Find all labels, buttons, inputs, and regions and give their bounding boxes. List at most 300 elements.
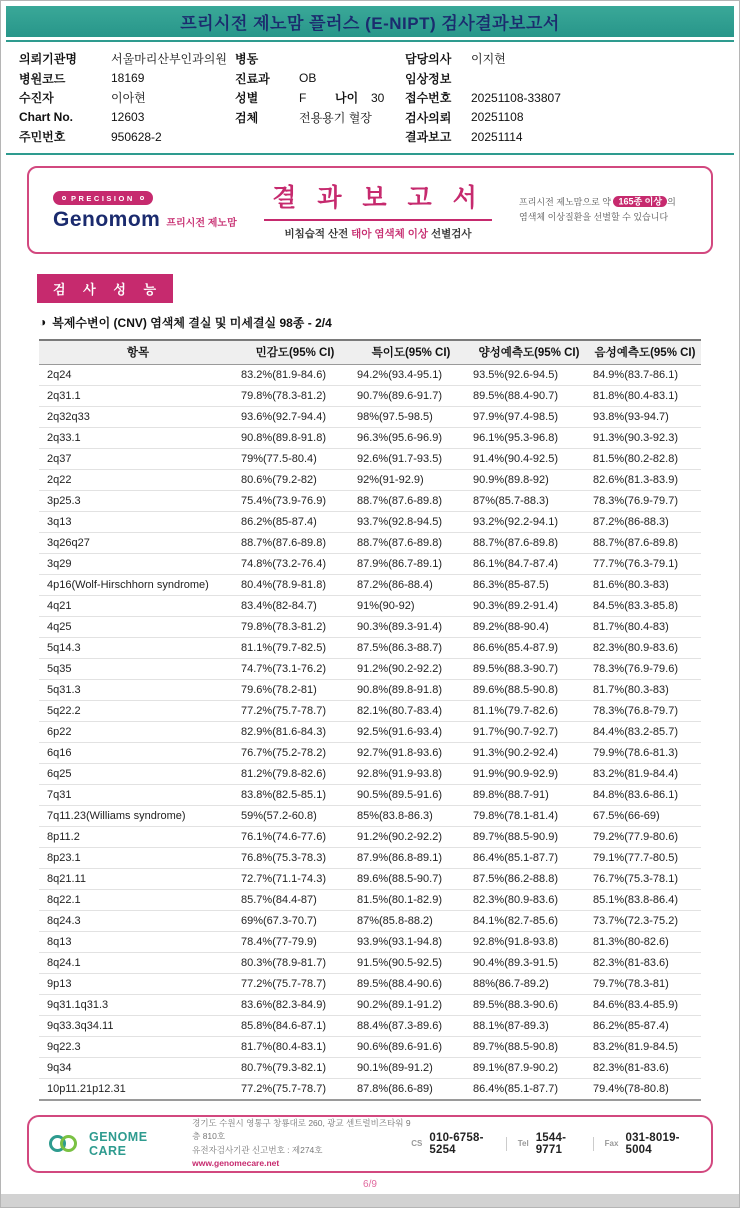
performance-table: [39, 339, 701, 1101]
table-row: [39, 764, 701, 785]
table-row: [39, 869, 701, 890]
region-cell: 7q11.23(Williams syndrome): [39, 806, 237, 827]
genomecare-logo-icon: [49, 1132, 81, 1156]
table-row: [39, 953, 701, 974]
value-cell: 88.7%(87.6-89.8): [237, 533, 353, 554]
value-cell: 88.7%(87.6-89.8): [353, 533, 469, 554]
dot-icon: [62, 196, 66, 200]
region-cell: 5q14.3: [39, 638, 237, 659]
brand-korean-text: 프리시전 제노맘: [166, 218, 237, 229]
table-row: [39, 890, 701, 911]
field-label: 병동: [235, 52, 259, 67]
field-value: 전용용기 혈장: [299, 110, 372, 125]
note-prefix: 프리시전 제노맘으로 약: [519, 196, 614, 207]
contact-value: 010-6758-5254: [429, 1131, 484, 1156]
value-cell: 96.3%(95.6-96.9): [353, 428, 469, 449]
region-cell: 4q21: [39, 596, 237, 617]
value-cell: 84.5%(83.3-85.8): [589, 596, 701, 617]
value-cell: 88.4%(87.3-89.6): [353, 1016, 469, 1037]
field-value: 이아현: [111, 91, 146, 106]
value-cell: 92.8%(91.8-93.8): [469, 932, 589, 953]
patient-info-row: [19, 69, 235, 89]
value-cell: 81.7%(80.3-83): [589, 680, 701, 701]
value-cell: 74.7%(73.1-76.2): [237, 659, 353, 680]
value-cell: 81.7%(80.4-83.1): [237, 1037, 353, 1058]
value-cell: 78.3%(76.9-79.7): [589, 491, 701, 512]
value-cell: 84.1%(82.7-85.6): [469, 911, 589, 932]
region-cell: 3q26q27: [39, 533, 237, 554]
region-cell: 8q24.1: [39, 953, 237, 974]
patient-info-column: [235, 49, 405, 147]
value-cell: 80.4%(78.9-81.8): [237, 575, 353, 596]
table-row: [39, 407, 701, 428]
value-cell: 86.2%(85-87.4): [589, 1016, 701, 1037]
table-row: [39, 1079, 701, 1100]
region-cell: 6q25: [39, 764, 237, 785]
value-cell: 89.5%(88.4-90.7): [469, 386, 589, 407]
footer-contacts: [411, 1132, 691, 1156]
precision-badge: [53, 191, 153, 205]
value-cell: 90.8%(89.8-91.8): [353, 680, 469, 701]
value-cell: 85.7%(84.4-87): [237, 890, 353, 911]
value-cell: 89.1%(87.9-90.2): [469, 1058, 589, 1079]
genomom-logo: [29, 187, 237, 232]
column-header: 양성예측도(95% CI): [469, 340, 589, 365]
field-label: 수진자: [19, 91, 54, 106]
value-cell: 77.2%(75.7-78.7): [237, 1079, 353, 1100]
table-row: [39, 1058, 701, 1079]
field-label: 검체: [235, 110, 259, 125]
value-cell: 87.9%(86.8-89.1): [353, 848, 469, 869]
contact-divider: [593, 1137, 594, 1151]
region-cell: 4p16(Wolf-Hirschhorn syndrome): [39, 575, 237, 596]
value-cell: 94.2%(93.4-95.1): [353, 365, 469, 386]
field-label: 진료과: [235, 71, 270, 86]
section-performance-header: 검 사 성 능: [37, 274, 173, 303]
footer: [27, 1115, 713, 1173]
value-cell: 88.1%(87-89.3): [469, 1016, 589, 1037]
field-value: 서울마리산부인과의원: [111, 52, 227, 67]
value-cell: 87.2%(86-88.4): [353, 575, 469, 596]
value-cell: 79.6%(78.2-81): [237, 680, 353, 701]
value-cell: 91.7%(90.7-92.7): [469, 722, 589, 743]
table-row: [39, 722, 701, 743]
field-value: 950628-2: [111, 129, 162, 144]
value-cell: 89.6%(88.5-90.8): [469, 680, 589, 701]
value-cell: 83.2%(81.9-84.6): [237, 365, 353, 386]
patient-info-row: [235, 88, 405, 108]
value-cell: 85%(83.8-86.3): [353, 806, 469, 827]
region-cell: 2q24: [39, 365, 237, 386]
value-cell: 90.7%(89.6-91.7): [353, 386, 469, 407]
column-header: 음성예측도(95% CI): [589, 340, 701, 365]
address-line-1: 경기도 수원시 영통구 창룡대로 260, 광교 센트럴비즈타워 9층 810호: [192, 1118, 411, 1142]
subtitle-suffix: 선별검사: [430, 228, 472, 240]
value-cell: 81.3%(80-82.6): [589, 932, 701, 953]
value-cell: 86.2%(85-87.4): [237, 512, 353, 533]
value-cell: 90.1%(89-91.2): [353, 1058, 469, 1079]
region-cell: 9q33.3q34.11: [39, 1016, 237, 1037]
table-row: [39, 974, 701, 995]
company-name: GENOME CARE: [89, 1129, 148, 1158]
value-cell: 72.7%(71.1-74.3): [237, 869, 353, 890]
value-cell: 79.8%(78.3-81.2): [237, 617, 353, 638]
value-cell: 91%(90-92): [353, 596, 469, 617]
patient-info-row: [405, 108, 705, 128]
value-cell: 93.9%(93.1-94.8): [353, 932, 469, 953]
value-cell: 90.4%(89.3-91.5): [469, 953, 589, 974]
note-line2: 염색체 이상질환을 선별할 수 있습니다: [519, 211, 669, 222]
patient-info-row: [235, 108, 405, 128]
banner-center: [237, 178, 519, 241]
patient-info-column: [19, 49, 235, 147]
field-value: OB: [299, 71, 317, 86]
brand-line: [53, 208, 237, 232]
contact-label: Tel: [517, 1139, 529, 1148]
field-label: 의뢰기관명: [19, 52, 77, 67]
value-cell: 97.9%(97.4-98.5): [469, 407, 589, 428]
region-cell: 2q22: [39, 470, 237, 491]
region-cell: 2q37: [39, 449, 237, 470]
value-cell: 91.3%(90.2-92.4): [469, 743, 589, 764]
value-cell: 92.8%(91.9-93.8): [353, 764, 469, 785]
table-row: [39, 491, 701, 512]
table-row: [39, 827, 701, 848]
value-cell: 92.6%(91.7-93.5): [353, 449, 469, 470]
value-cell: 89.5%(88.3-90.6): [469, 995, 589, 1016]
value-cell: 89.5%(88.3-90.7): [469, 659, 589, 680]
patient-info-row: [405, 69, 705, 89]
value-cell: 86.4%(85.1-87.7): [469, 1079, 589, 1100]
value-cell: 96.1%(95.3-96.8): [469, 428, 589, 449]
region-cell: 8q21.11: [39, 869, 237, 890]
region-cell: 2q32q33: [39, 407, 237, 428]
value-cell: 78.3%(76.8-79.7): [589, 701, 701, 722]
value-cell: 80.6%(79.2-82): [237, 470, 353, 491]
subtitle-highlight: 태아 염색체 이상: [351, 228, 429, 240]
region-cell: 6p22: [39, 722, 237, 743]
value-cell: 84.6%(83.4-85.9): [589, 995, 701, 1016]
field-label: 주민번호: [19, 130, 66, 145]
banner-side-note: [519, 195, 711, 225]
value-cell: 85.8%(84.6-87.1): [237, 1016, 353, 1037]
value-cell: 76.7%(75.2-78.2): [237, 743, 353, 764]
value-cell: 98%(97.5-98.5): [353, 407, 469, 428]
value-cell: 82.3%(81-83.6): [589, 953, 701, 974]
patient-info-row: [19, 49, 235, 69]
table-row: [39, 785, 701, 806]
region-cell: 3q29: [39, 554, 237, 575]
region-cell: 9q22.3: [39, 1037, 237, 1058]
value-cell: 77.2%(75.7-78.7): [237, 974, 353, 995]
value-cell: 92%(91-92.9): [353, 470, 469, 491]
column-header: 특이도(95% CI): [353, 340, 469, 365]
value-cell: 81.5%(80.1-82.9): [353, 890, 469, 911]
table-row: [39, 659, 701, 680]
note-suffix: 의: [667, 196, 676, 207]
region-cell: 6q16: [39, 743, 237, 764]
value-cell: 79%(77.5-80.4): [237, 449, 353, 470]
value-cell: 79.7%(78.3-81): [589, 974, 701, 995]
value-cell: 86.6%(85.4-87.9): [469, 638, 589, 659]
table-caption: [39, 314, 739, 331]
value-cell: 91.2%(90.2-92.2): [353, 827, 469, 848]
table-row: [39, 638, 701, 659]
subtitle-prefix: 비침습적 산전: [284, 228, 349, 240]
value-cell: 87.5%(86.3-88.7): [353, 638, 469, 659]
value-cell: 91.2%(90.2-92.2): [353, 659, 469, 680]
note-highlight: 165종 이상: [613, 196, 667, 207]
table-row: [39, 533, 701, 554]
table-row: [39, 512, 701, 533]
brand-genomom-text: Genomom: [53, 208, 161, 231]
field-label: 나이: [335, 91, 359, 106]
value-cell: 82.1%(80.7-83.4): [353, 701, 469, 722]
region-cell: 7q31: [39, 785, 237, 806]
contact-divider: [506, 1137, 507, 1151]
value-cell: 82.3%(80.9-83.6): [589, 638, 701, 659]
region-cell: 9p13: [39, 974, 237, 995]
value-cell: 84.4%(83.2-85.7): [589, 722, 701, 743]
value-cell: 89.8%(88.7-91): [469, 785, 589, 806]
value-cell: 74.8%(73.2-76.4): [237, 554, 353, 575]
value-cell: 76.8%(75.3-78.3): [237, 848, 353, 869]
region-cell: 8p23.1: [39, 848, 237, 869]
table-row: [39, 848, 701, 869]
value-cell: 88%(86.7-89.2): [469, 974, 589, 995]
value-cell: 81.7%(80.4-83): [589, 617, 701, 638]
half-circle-icon: ◑: [39, 315, 47, 329]
table-row: [39, 1037, 701, 1058]
table-row: [39, 911, 701, 932]
value-cell: 87.9%(86.7-89.1): [353, 554, 469, 575]
value-cell: 82.3%(80.9-83.6): [469, 890, 589, 911]
table-row: [39, 617, 701, 638]
value-cell: 91.3%(90.3-92.3): [589, 428, 701, 449]
precision-badge-label: PRECISION: [71, 193, 135, 203]
value-cell: 78.3%(76.9-79.6): [589, 659, 701, 680]
table-row: [39, 1016, 701, 1037]
value-cell: 67.5%(66-69): [589, 806, 701, 827]
address-line-2: 유전자검사기관 신고번호 : 제274호: [192, 1144, 323, 1155]
value-cell: 90.6%(89.6-91.6): [353, 1037, 469, 1058]
value-cell: 78.4%(77-79.9): [237, 932, 353, 953]
region-cell: 5q31.3: [39, 680, 237, 701]
value-cell: 90.3%(89.2-91.4): [469, 596, 589, 617]
field-label: 성별: [235, 91, 259, 106]
value-cell: 89.7%(88.5-90.8): [469, 1037, 589, 1058]
value-cell: 69%(67.3-70.7): [237, 911, 353, 932]
table-header-row: [39, 340, 701, 365]
value-cell: 87.2%(86-88.3): [589, 512, 701, 533]
value-cell: 83.2%(81.9-84.5): [589, 1037, 701, 1058]
field-label: 병원코드: [19, 71, 66, 86]
value-cell: 88.7%(87.6-89.8): [353, 491, 469, 512]
value-cell: 90.8%(89.8-91.8): [237, 428, 353, 449]
result-report-title: 결 과 보 고 서: [264, 178, 492, 221]
region-cell: 8p11.2: [39, 827, 237, 848]
value-cell: 91.9%(90.9-92.9): [469, 764, 589, 785]
value-cell: 84.8%(83.6-86.1): [589, 785, 701, 806]
value-cell: 79.1%(77.7-80.5): [589, 848, 701, 869]
result-report-banner: [27, 166, 713, 254]
table-row: [39, 449, 701, 470]
value-cell: 86.3%(85-87.5): [469, 575, 589, 596]
field-label: 접수번호: [405, 91, 452, 106]
value-cell: 81.6%(80.3-83): [589, 575, 701, 596]
value-cell: 84.9%(83.7-86.1): [589, 365, 701, 386]
field-label: 담당의사: [405, 52, 452, 67]
value-cell: 89.5%(88.4-90.6): [353, 974, 469, 995]
table-row: [39, 554, 701, 575]
value-cell: 83.8%(82.5-85.1): [237, 785, 353, 806]
table-row: [39, 995, 701, 1016]
table-row: [39, 386, 701, 407]
value-cell: 89.7%(88.5-90.9): [469, 827, 589, 848]
value-cell: 76.1%(74.6-77.6): [237, 827, 353, 848]
field-label: 결과보고: [405, 130, 452, 145]
result-report-subtitle: [237, 226, 519, 241]
value-cell: 89.6%(88.5-90.7): [353, 869, 469, 890]
patient-info-section: [1, 42, 739, 153]
field-value: 30: [371, 90, 385, 105]
value-cell: 75.4%(73.9-76.9): [237, 491, 353, 512]
table-row: [39, 575, 701, 596]
field-label: 검사의뢰: [405, 110, 452, 125]
value-cell: 76.7%(75.3-78.1): [589, 869, 701, 890]
value-cell: 83.2%(81.9-84.4): [589, 764, 701, 785]
region-cell: 9q34: [39, 1058, 237, 1079]
value-cell: 87%(85.7-88.3): [469, 491, 589, 512]
region-cell: 4q25: [39, 617, 237, 638]
region-cell: 8q13: [39, 932, 237, 953]
value-cell: 85.1%(83.8-86.4): [589, 890, 701, 911]
value-cell: 82.9%(81.6-84.3): [237, 722, 353, 743]
patient-info-row: [405, 49, 705, 69]
table-row: [39, 596, 701, 617]
table-row: [39, 743, 701, 764]
value-cell: 79.8%(78.1-81.4): [469, 806, 589, 827]
table-row: [39, 680, 701, 701]
value-cell: 79.9%(78.6-81.3): [589, 743, 701, 764]
company-address: [192, 1117, 411, 1170]
field-value: 20251108-33807: [471, 90, 561, 105]
column-header: 민감도(95% CI): [237, 340, 353, 365]
value-cell: 79.2%(77.9-80.6): [589, 827, 701, 848]
value-cell: 93.8%(93-94.7): [589, 407, 701, 428]
value-cell: 90.2%(89.1-91.2): [353, 995, 469, 1016]
value-cell: 81.1%(79.7-82.6): [469, 701, 589, 722]
divider-line-bottom: [6, 153, 734, 155]
contact-value: 1544-9771: [535, 1131, 567, 1156]
field-value: 18169: [111, 71, 145, 86]
region-cell: 5q35: [39, 659, 237, 680]
table-row: [39, 428, 701, 449]
value-cell: 79.4%(78-80.8): [589, 1079, 701, 1100]
value-cell: 59%(57.2-60.8): [237, 806, 353, 827]
value-cell: 80.7%(79.3-82.1): [237, 1058, 353, 1079]
value-cell: 88.7%(87.6-89.8): [469, 533, 589, 554]
value-cell: 77.2%(75.7-78.7): [237, 701, 353, 722]
table-row: [39, 806, 701, 827]
value-cell: 90.5%(89.5-91.6): [353, 785, 469, 806]
patient-info-row: [19, 88, 235, 108]
value-cell: 83.6%(82.3-84.9): [237, 995, 353, 1016]
value-cell: 89.2%(88-90.4): [469, 617, 589, 638]
value-cell: 81.1%(79.7-82.5): [237, 638, 353, 659]
region-cell: 3p25.3: [39, 491, 237, 512]
contact-value: 031-8019-5004: [625, 1131, 680, 1156]
region-cell: 10p11.21p12.31: [39, 1079, 237, 1100]
table-row: [39, 365, 701, 386]
field-label: 임상정보: [405, 71, 452, 86]
value-cell: 80.3%(78.9-81.7): [237, 953, 353, 974]
value-cell: 90.3%(89.3-91.4): [353, 617, 469, 638]
report-header-bar: [6, 6, 734, 37]
value-cell: 92.7%(91.8-93.6): [353, 743, 469, 764]
value-cell: 73.7%(72.3-75.2): [589, 911, 701, 932]
value-cell: 87%(85.8-88.2): [353, 911, 469, 932]
value-cell: 87.8%(86.6-89): [353, 1079, 469, 1100]
region-cell: 8q24.3: [39, 911, 237, 932]
field-label: Chart No.: [19, 110, 73, 125]
company-website: www.genomecare.net: [192, 1157, 280, 1168]
value-cell: 92.5%(91.6-93.4): [353, 722, 469, 743]
value-cell: 79.8%(78.3-81.2): [237, 386, 353, 407]
patient-info-row: [19, 127, 235, 147]
value-cell: 91.4%(90.4-92.5): [469, 449, 589, 470]
patient-info-row: [405, 127, 705, 147]
value-cell: 91.5%(90.5-92.5): [353, 953, 469, 974]
value-cell: 93.7%(92.8-94.5): [353, 512, 469, 533]
table-row: [39, 932, 701, 953]
value-cell: 86.1%(84.7-87.4): [469, 554, 589, 575]
table-row: [39, 701, 701, 722]
value-cell: 77.7%(76.3-79.1): [589, 554, 701, 575]
value-cell: 82.6%(81.3-83.9): [589, 470, 701, 491]
value-cell: 83.4%(82-84.7): [237, 596, 353, 617]
region-cell: 2q33.1: [39, 428, 237, 449]
performance-table-body: [39, 365, 701, 1100]
patient-info-column: [405, 49, 705, 147]
region-cell: 3q13: [39, 512, 237, 533]
patient-info-row: [235, 69, 405, 89]
table-caption-text: 복제수변이 (CNV) 염색체 결실 및 미세결실 98종 - 2/4: [52, 315, 332, 330]
page-number: 6/9: [363, 1178, 377, 1190]
report-title: 프리시전 제노맘 플러스 (E-NIPT) 검사결과보고서: [180, 14, 560, 33]
value-cell: 90.9%(89.8-92): [469, 470, 589, 491]
contact-label: Fax: [604, 1139, 619, 1148]
patient-info-row: [19, 108, 235, 128]
value-cell: 88.7%(87.6-89.8): [589, 533, 701, 554]
value-cell: 86.4%(85.1-87.7): [469, 848, 589, 869]
column-header: 항목: [39, 340, 237, 365]
region-cell: 2q31.1: [39, 386, 237, 407]
table-row: [39, 470, 701, 491]
region-cell: 8q22.1: [39, 890, 237, 911]
value-cell: 81.8%(80.4-83.1): [589, 386, 701, 407]
contact-label: CS: [411, 1139, 423, 1148]
patient-info-row: [405, 88, 705, 108]
patient-info-row: [235, 49, 405, 69]
page-bottom-strip: [1, 1194, 739, 1207]
field-value: 20251108: [471, 110, 524, 125]
value-cell: 82.3%(81-83.6): [589, 1058, 701, 1079]
value-cell: 87.5%(86.2-88.8): [469, 869, 589, 890]
value-cell: 93.2%(92.2-94.1): [469, 512, 589, 533]
field-value: F: [299, 90, 307, 105]
field-value: 20251114: [471, 129, 523, 144]
